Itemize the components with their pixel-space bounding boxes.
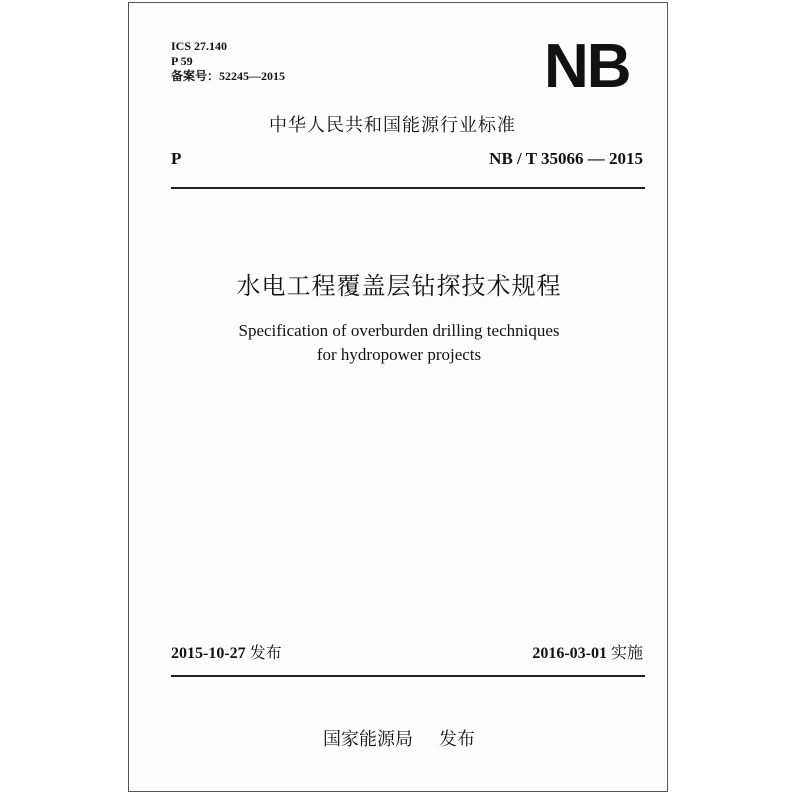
title-english-line2: for hydropower projects: [316, 345, 482, 364]
publisher-line: [129, 725, 669, 751]
effective-date: [532, 640, 643, 663]
issue-label: 发布: [249, 643, 282, 662]
publisher-name: 国家能源局: [323, 729, 413, 750]
title-english-line1: Specification of overburden drilling techniques: [238, 321, 560, 340]
effective-date-value: 2016-03-01: [532, 645, 607, 662]
publisher-label: 发布: [439, 729, 475, 750]
standard-meta: [171, 39, 285, 84]
bottom-divider: [171, 675, 645, 677]
category-letter: P: [171, 149, 182, 168]
record-number: 备案号：52245—2015: [171, 69, 286, 83]
ics-code: ICS 27.140: [171, 39, 228, 53]
category-code: P 59: [171, 54, 193, 68]
title-english: [129, 319, 669, 367]
issue-date: [171, 640, 282, 663]
book-cover: [128, 2, 668, 792]
effective-label: 实施: [610, 643, 643, 662]
title-chinese: 水电工程覆盖层钻探技术规程: [236, 272, 562, 300]
issue-date-value: 2015-10-27: [171, 645, 246, 662]
industry-standard-heading: 中华人民共和国能源行业标准: [269, 115, 516, 136]
nb-logo: NB: [544, 32, 630, 101]
standard-number: NB / T 35066 — 2015: [489, 149, 643, 168]
top-divider: [171, 187, 645, 189]
